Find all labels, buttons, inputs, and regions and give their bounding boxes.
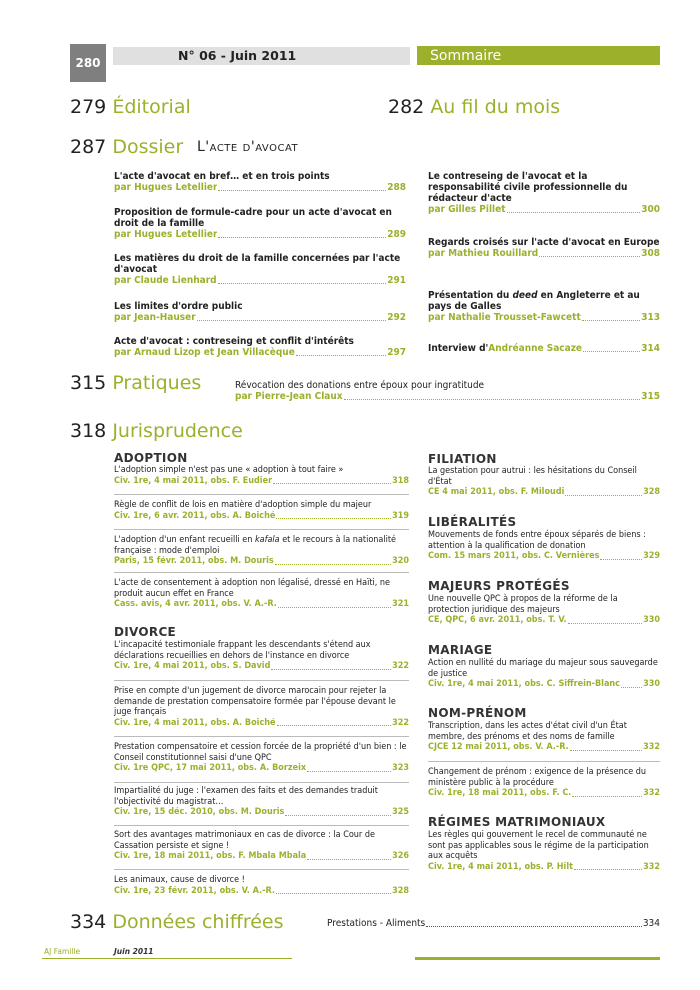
entry-divider: [114, 825, 409, 826]
entry-title: Acte d'avocat : contreseing et conflit d'intérêts: [114, 336, 354, 347]
entry-title-emphasis: deed: [512, 290, 538, 301]
entry-ref: Com. 15 mars 2011, obs. C. Vernières: [428, 551, 600, 561]
category-liberalites: LIBÉRALITÉS: [428, 515, 517, 529]
toc-entry[interactable]: [428, 171, 660, 215]
entry-page: 332: [643, 742, 660, 752]
section-donnees-chiffrees[interactable]: [70, 911, 284, 933]
toc-entry[interactable]: [235, 380, 660, 402]
entry-title: Présentation du deed en Angleterre et au pays de Galles: [428, 290, 640, 312]
category-majeurs-proteges: MAJEURS PROTÉGÉS: [428, 579, 570, 593]
toc-entry[interactable]: [428, 290, 660, 323]
section-pratiques[interactable]: [70, 372, 201, 394]
entry-title: L'acte d'avocat en bref… et en trois points: [114, 171, 330, 182]
entry-ref: Cass. avis, 4 avr. 2011, obs. V. A.-R.: [114, 599, 277, 609]
section-title: Éditorial: [112, 96, 191, 118]
entry-ref: Civ. 1re, 4 mai 2011, obs. F. Eudier: [114, 475, 273, 486]
toc-entry[interactable]: [114, 171, 406, 193]
section-editorial[interactable]: [70, 96, 191, 118]
category-filiation: FILIATION: [428, 452, 497, 466]
entry-ref: CE, QPC, 6 avr. 2011, obs. T. V.: [428, 615, 567, 625]
entry-title: Les règles qui gouvernent le recel de communauté ne sont pas applicables sous le régime de la participation aux acquêts: [428, 830, 649, 861]
section-number: 318: [70, 420, 107, 442]
entry-author: par Gilles Pillet: [428, 204, 506, 215]
section-title: Pratiques: [112, 372, 202, 394]
entry-divider: [114, 572, 409, 573]
section-number: 287: [70, 136, 107, 158]
entry-author: par Hugues Letellier: [114, 182, 218, 193]
juris-entry[interactable]: [428, 530, 660, 562]
entry-title: Sort des avantages matrimoniaux en cas de divorce : la Cour de Cassation persiste et signe !: [114, 830, 375, 851]
section-title: Dossier: [112, 136, 184, 158]
section-au-fil-du-mois[interactable]: [388, 96, 560, 118]
entry-title: Interview d': [428, 343, 489, 354]
entry-title: L'adoption simple n'est pas une « adoption à tout faire »: [114, 465, 344, 475]
entry-page: 292: [387, 312, 406, 323]
entry-ref: Civ. 1re, 4 mai 2011, obs. S. David: [114, 661, 271, 671]
juris-entry[interactable]: [428, 767, 660, 799]
entry-title: L'incapacité testimoniale frappant les descendants s'étend aux déclarations recueillies en dehors de l'instance en divorce: [114, 640, 371, 661]
entry-page: 332: [643, 861, 660, 872]
section-number: 315: [70, 372, 107, 394]
entry-author: par Jean-Hauser: [114, 312, 196, 323]
entry-page: 308: [641, 248, 660, 259]
entry-title: Changement de prénom : exigence de la présence du ministère public à la procédure: [428, 767, 647, 788]
toc-entry[interactable]: [114, 253, 406, 286]
entry-title: Proposition de formule-cadre pour un acte d'avocat en droit de la famille: [114, 207, 392, 229]
juris-entry[interactable]: [114, 535, 409, 567]
juris-entry[interactable]: [428, 830, 660, 872]
entry-title: Regards croisés sur l'acte d'avocat en Europe: [428, 237, 660, 248]
entry-title: Impartialité du juge : l'examen des faits et des demandes traduit l'objectivité du magistrat…: [114, 786, 378, 807]
section-title: Jurisprudence: [112, 420, 243, 442]
entry-ref: Civ. 1re, 18 mai 2011, obs. F. Mbala Mbala: [114, 851, 307, 861]
toc-entry[interactable]: [327, 918, 660, 929]
entry-ref: Civ. 1re, 18 mai 2011, obs. F. C.: [428, 788, 572, 798]
entry-divider: [114, 736, 409, 737]
entry-title: Le contreseing de l'avocat et la responsabilité civile professionnelle du rédacteur d'acte: [428, 171, 628, 204]
toc-entry[interactable]: [428, 343, 660, 354]
category-divorce: DIVORCE: [114, 625, 177, 639]
entry-title: Les matières du droit de la famille concernées par l'acte d'avocat: [114, 253, 401, 275]
entry-divider: [114, 494, 409, 495]
entry-ref: CE 4 mai 2011, obs. F. Miloudi: [428, 487, 565, 497]
entry-ref: Civ. 1re QPC, 17 mai 2011, obs. A. Borzeix: [114, 763, 307, 773]
entry-ref: Civ. 1re, 15 déc. 2010, obs. M. Douris: [114, 807, 285, 817]
entry-page: 318: [392, 475, 409, 486]
entry-title: Action en nullité du mariage du majeur sous sauvegarde de justice: [428, 658, 658, 679]
entry-title: Les limites d'ordre public: [114, 301, 243, 312]
entry-page: 325: [392, 807, 409, 817]
entry-ref: Civ. 1re, 6 avr. 2011, obs. A. Boiché: [114, 510, 276, 521]
toc-entry[interactable]: [114, 336, 406, 358]
entry-author: Andréanne Sacaze: [488, 343, 583, 354]
footer-rule-left: [42, 958, 292, 959]
category-nom-prenom: NOM-PRÉNOM: [428, 706, 527, 720]
juris-entry[interactable]: [114, 500, 409, 521]
entry-page: 320: [392, 556, 409, 566]
juris-entry[interactable]: [114, 578, 409, 610]
section-jurisprudence[interactable]: [70, 420, 243, 442]
juris-entry[interactable]: [114, 640, 409, 672]
entry-page: 289: [387, 229, 406, 240]
entry-divider: [114, 529, 409, 530]
entry-page: 329: [643, 551, 660, 561]
entry-author: par Nathalie Trousset-Fawcett: [428, 312, 581, 323]
entry-title: Transcription, dans les actes d'état civil d'un État membre, des prénoms et des noms de famille: [428, 721, 627, 742]
juris-entry[interactable]: [114, 875, 409, 896]
entry-ref: Civ. 1re, 4 mai 2011, obs. C. Siffrein-Blanc: [428, 679, 620, 689]
entry-ref: Paris, 15 févr. 2011, obs. M. Douris: [114, 556, 274, 566]
juris-entry[interactable]: [428, 658, 660, 690]
entry-ref: Civ. 1re, 4 mai 2011, obs. P. Hilt: [428, 861, 573, 872]
entry-page: 291: [387, 275, 406, 286]
entry-divider: [114, 782, 409, 783]
section-title: Au fil du mois: [430, 96, 561, 118]
category-regimes-matrimoniaux: RÉGIMES MATRIMONIAUX: [428, 815, 606, 829]
entry-title: Prestation compensatoire et cession forcée de la propriété d'un bien : le Conseil constitutionnel saisi d'une QPC: [114, 742, 407, 763]
entry-title: L'adoption d'un enfant recueilli en kafala et le recours à la nationalité française : mode d'emploi: [114, 535, 397, 556]
entry-author: par Hugues Letellier: [114, 229, 218, 240]
entry-author: par Arnaud Lizop et Jean Villacèque: [114, 347, 295, 358]
entry-title: Prestations - Aliments: [327, 918, 426, 929]
category-adoption: ADOPTION: [114, 451, 188, 465]
entry-page: 332: [643, 788, 660, 798]
entry-page: 330: [643, 615, 660, 625]
entry-page: 322: [392, 717, 409, 728]
entry-title: L'acte de consentement à adoption non légalisé, dressé en Haïti, ne produit aucun effet en France: [114, 578, 391, 599]
entry-page: 314: [641, 343, 660, 354]
entry-page: 334: [642, 918, 660, 929]
toc-entry[interactable]: [428, 237, 660, 259]
entry-page: 328: [392, 885, 409, 896]
entry-title: Prise en compte d'un jugement de divorce marocain pour rejeter la demande de prestation compensatoire formée par l'épouse devant le juge français: [114, 686, 396, 717]
footer-rule-right: [415, 957, 660, 960]
entry-title-emphasis: kafala: [254, 535, 280, 545]
entry-title: Mouvements de fonds entre époux séparés de biens : attention à la qualification de donation: [428, 530, 646, 551]
section-number: 334: [70, 911, 107, 933]
entry-ref: Civ. 1re, 23 févr. 2011, obs. V. A.-R.: [114, 885, 275, 896]
entry-author: par Claude Lienhard: [114, 275, 217, 286]
footer-journal: AJ Famille: [44, 947, 81, 956]
section-number: 282: [388, 96, 425, 118]
entry-divider: [114, 869, 409, 870]
juris-entry[interactable]: [428, 466, 660, 498]
entry-divider: [114, 680, 409, 681]
toc-entry[interactable]: [114, 207, 406, 240]
toc-entry[interactable]: [114, 301, 406, 323]
entry-page: 319: [392, 510, 409, 521]
entry-page: 322: [392, 661, 409, 671]
entry-ref: Civ. 1re, 4 mai 2011, obs. A. Boiché: [114, 717, 276, 728]
juris-entry[interactable]: [428, 721, 660, 753]
category-mariage: MARIAGE: [428, 643, 493, 657]
entry-page: 297: [387, 347, 406, 358]
dossier-subtitle: L'acte d'avocat: [197, 139, 299, 155]
issue-label: N° 06 - Juin 2011: [178, 48, 297, 63]
entry-ref: CJCE 12 mai 2011, obs. V. A.-R.: [428, 742, 569, 752]
juris-entry[interactable]: [114, 742, 409, 774]
page-number: 280: [70, 44, 106, 82]
entry-title: Révocation des donations entre époux pour ingratitude: [235, 380, 485, 391]
entry-page: 288: [387, 182, 406, 193]
entry-author: par Mathieu Rouillard: [428, 248, 539, 259]
entry-title: Les animaux, cause de divorce !: [114, 875, 245, 885]
entry-divider: [428, 761, 660, 762]
entry-page: 328: [643, 487, 660, 497]
juris-entry[interactable]: [114, 786, 409, 818]
sommaire-title: Sommaire: [430, 48, 502, 64]
entry-title: Une nouvelle QPC à propos de la réforme de la protection juridique des majeurs: [428, 594, 618, 615]
entry-page: 315: [641, 391, 660, 402]
section-dossier[interactable]: [70, 136, 183, 158]
entry-title: Règle de conflit de lois en matière d'adoption simple du majeur: [114, 500, 372, 510]
entry-author: par Pierre-Jean Claux: [235, 391, 343, 402]
juris-entry[interactable]: [114, 830, 409, 862]
entry-page: 300: [641, 204, 660, 215]
entry-page: 330: [643, 679, 660, 689]
juris-entry[interactable]: [114, 686, 409, 728]
entry-page: 321: [392, 599, 409, 609]
footer-date: Juin 2011: [114, 947, 154, 956]
section-title: Données chiffrées: [112, 911, 284, 933]
entry-page: 323: [392, 763, 409, 773]
section-number: 279: [70, 96, 107, 118]
entry-title: La gestation pour autrui : les hésitations du Conseil d'État: [428, 466, 637, 487]
juris-entry[interactable]: [428, 594, 660, 626]
entry-page: 326: [392, 851, 409, 861]
juris-entry[interactable]: [114, 465, 409, 486]
entry-page: 313: [641, 312, 660, 323]
